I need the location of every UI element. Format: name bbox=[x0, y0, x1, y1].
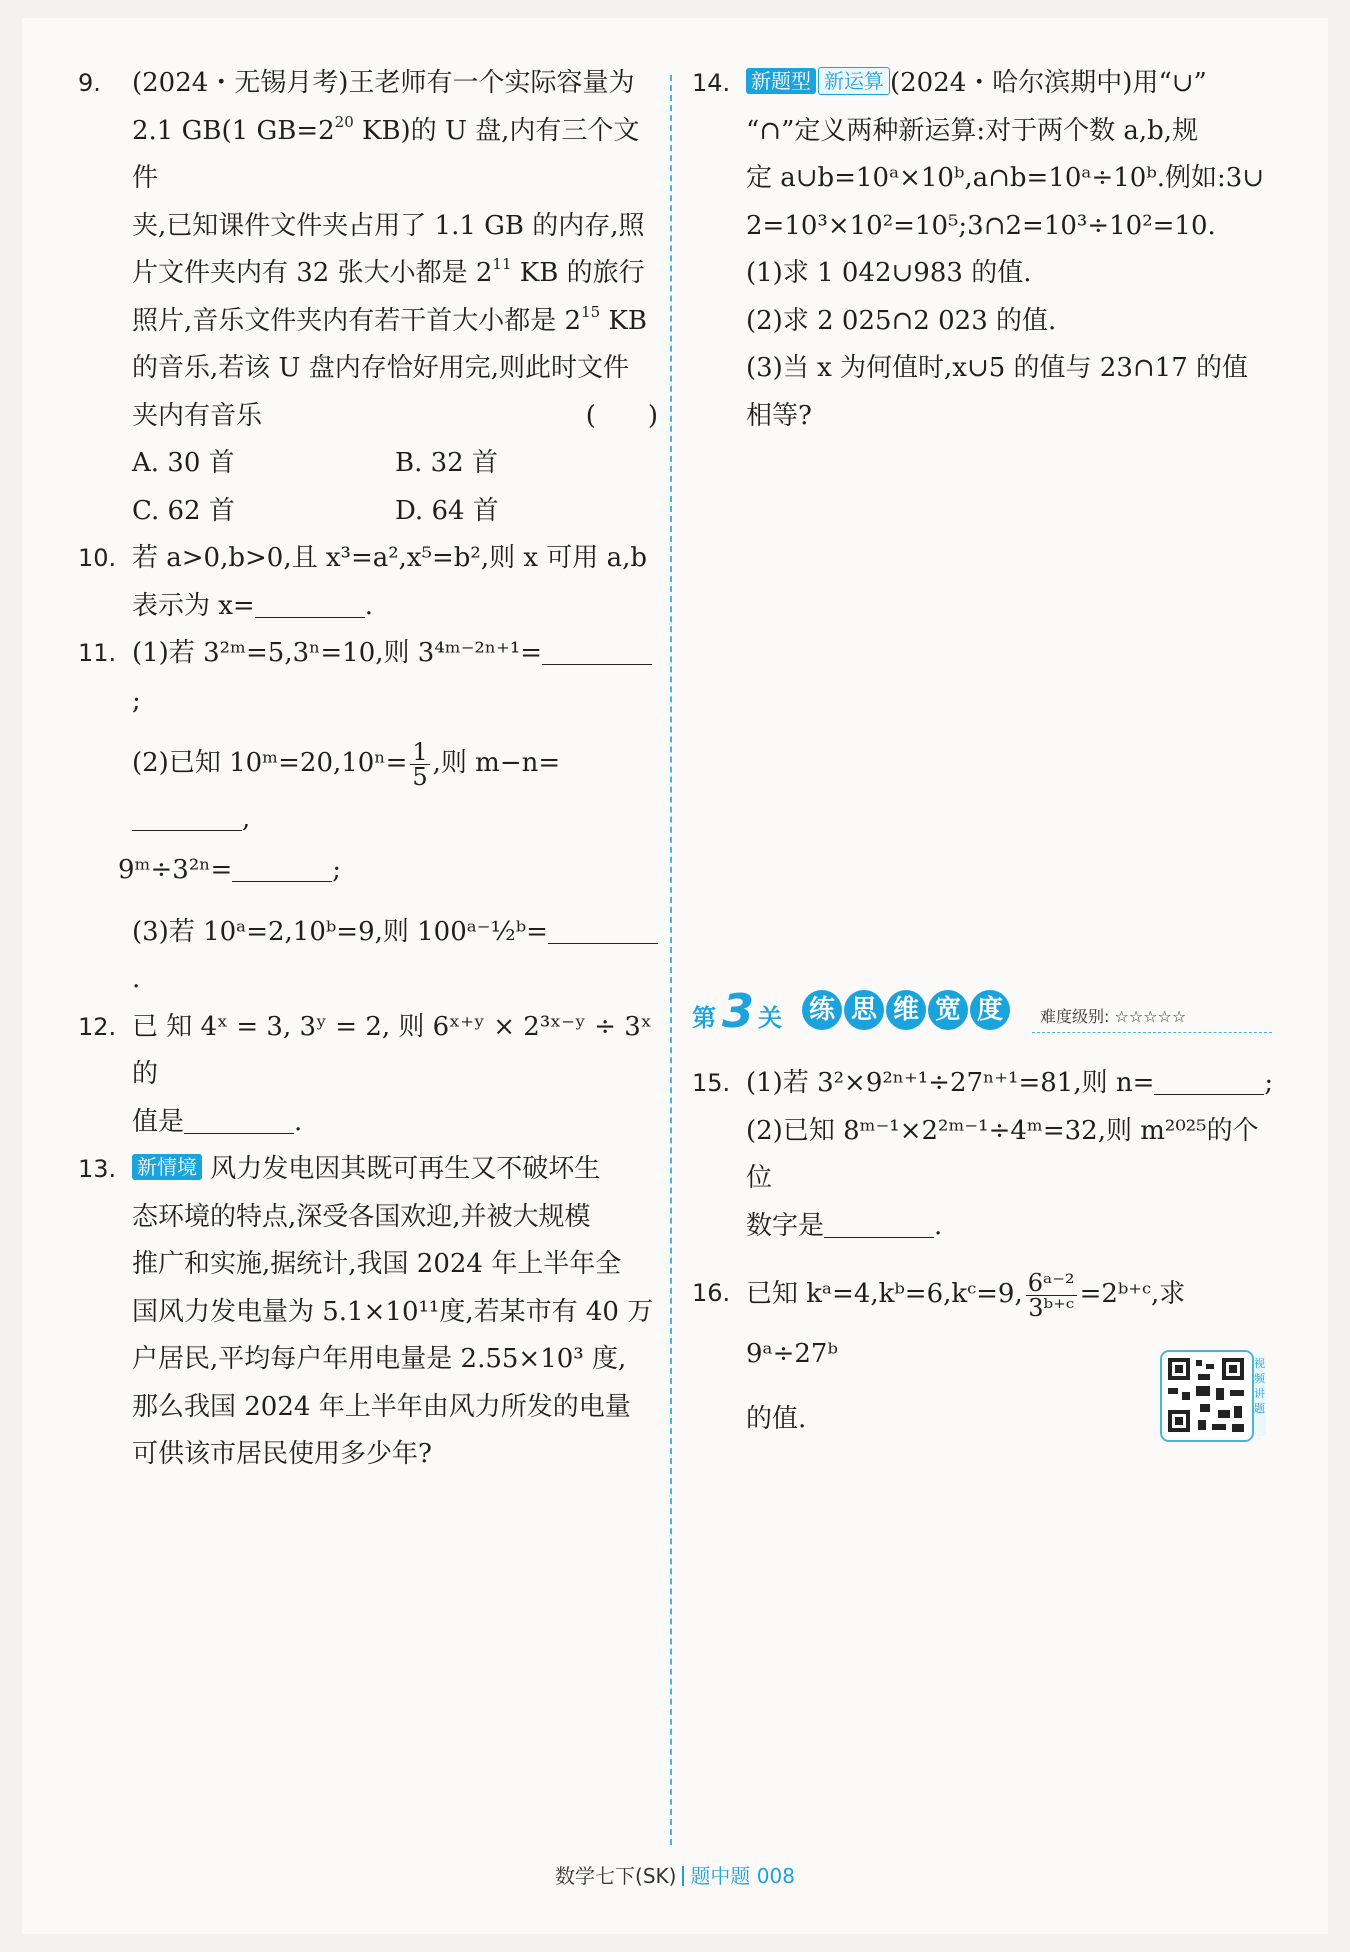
q15-part-2b: 数字是 . bbox=[746, 1203, 1282, 1251]
question-number: 9. bbox=[78, 69, 101, 97]
q9-line: (2024・无锡月考)王老师有一个实际容量为 bbox=[132, 68, 635, 98]
q14-part-2: (2)求 2 025∩2 023 的值. bbox=[746, 305, 1057, 336]
q10-line: 若 a>0,b>0,且 x³=a²,x⁵=b²,则 x 可用 a,b bbox=[132, 543, 647, 573]
q13-line: 推广和实施,据统计,我国 2024 年上半年全 bbox=[132, 1249, 622, 1279]
question-15 bbox=[692, 1060, 1282, 1250]
q12-line: 值是 . bbox=[132, 1099, 658, 1147]
question-number: 13. bbox=[78, 1155, 117, 1183]
level-title-char: 宽 bbox=[928, 990, 968, 1030]
question-10 bbox=[78, 535, 658, 630]
question-number: 11. bbox=[78, 639, 117, 667]
option-d: D. 64 首 bbox=[395, 495, 499, 526]
option-c: C. 62 首 bbox=[132, 495, 235, 526]
question-number: 14. bbox=[692, 69, 731, 97]
q9-line: 夹内有音乐 ( ) bbox=[132, 393, 658, 441]
q9-line: 照片,音乐文件夹内有若干首大小都是 $2^{15}$ KB bbox=[132, 302, 647, 336]
option-a: A. 30 首 bbox=[132, 448, 235, 478]
answer-blank bbox=[548, 913, 658, 944]
q13-line: 可供该市居民使用多少年? bbox=[132, 1439, 432, 1469]
answer-blank bbox=[1154, 1064, 1264, 1095]
footer-separator bbox=[682, 1866, 684, 1886]
q11-part-2: (2)已知 10ᵐ=20,10ⁿ= $\frac{1}{5}$ ,则 m−n=, bbox=[132, 737, 561, 834]
question-number: 10. bbox=[78, 544, 117, 572]
level-title-char: 度 bbox=[970, 990, 1010, 1030]
level-title-char: 思 bbox=[844, 990, 884, 1030]
q9-line: 2.1 GB(1 $GB=2^{20}$ KB)的 U 盘,内有三个文件 bbox=[132, 112, 640, 193]
options-row bbox=[132, 440, 658, 488]
banner-arrow bbox=[1032, 1032, 1272, 1033]
q10-line: 表示为 x= . bbox=[132, 583, 658, 631]
q13-line: 那么我国 2024 年上半年由风力所发的电量 bbox=[132, 1391, 631, 1422]
new-context-tag: 新情境 bbox=[132, 1154, 202, 1180]
left-column bbox=[78, 60, 658, 1479]
q16-line: 已知 kᵃ=4,kᵇ=6,kᶜ=9, $\frac{\text{6ᵃ⁻²}}{\text{3ᵇ⁺ᶜ}}$ =2ᵇ⁺ᶜ,求 9ᵃ÷27ᵇ bbox=[746, 1268, 1186, 1369]
answer-blank bbox=[255, 587, 365, 618]
level-title-char: 练 bbox=[802, 990, 842, 1030]
answer-blank bbox=[184, 1103, 294, 1134]
answer-blank bbox=[132, 800, 242, 831]
q16-line: 的值. bbox=[746, 1404, 807, 1434]
q13-line: 国风力发电量为 5.1×10¹¹度,若某市有 40 万 bbox=[132, 1296, 654, 1327]
q9-line: 的音乐,若该 U 盘内存恰好用完,则此时文件 bbox=[132, 353, 629, 383]
q15-part-2: (2)已知 8ᵐ⁻¹×2²ᵐ⁻¹÷4ᵐ=32,则 m²⁰²⁵的个位 bbox=[746, 1115, 1259, 1193]
question-12 bbox=[78, 1004, 658, 1147]
column-divider bbox=[670, 75, 672, 1845]
q11-part-3: (3)若 10ᵃ=2,10ᵇ=9,则 100ᵃ⁻½ᵇ=. bbox=[132, 909, 658, 1004]
level-suffix: 关 bbox=[758, 1004, 782, 1032]
level-banner bbox=[692, 984, 1272, 1046]
q14-line: 定 a∪b=10ᵃ×10ᵇ,a∩b=10ᵃ÷10ᵇ.例如:3∪ bbox=[746, 163, 1265, 193]
fraction: $\frac{1}{5}$ bbox=[412, 737, 428, 791]
q14-part-3b: 相等? bbox=[746, 400, 812, 431]
answer-blank bbox=[824, 1207, 934, 1238]
level-title-char: 维 bbox=[886, 990, 926, 1030]
question-13 bbox=[78, 1146, 658, 1479]
q13-line: 态环境的特点,深受各国欢迎,并被大规模 bbox=[132, 1201, 591, 1232]
question-14 bbox=[692, 60, 1282, 440]
new-type-tag: 新题型 bbox=[746, 68, 816, 94]
qr-code-icon bbox=[1160, 1350, 1268, 1442]
page-number: 008 bbox=[756, 1864, 795, 1888]
q14-line: 新题型 新运算 (2024・哈尔滨期中)用“∪” bbox=[746, 60, 1282, 108]
footer-subject: 数学七下(SK) bbox=[555, 1864, 677, 1888]
q11-part-2b: 9ᵐ÷3²ⁿ= ; bbox=[118, 847, 658, 895]
option-b: B. 32 首 bbox=[395, 448, 498, 478]
qr-code[interactable] bbox=[1160, 1350, 1268, 1442]
question-number: 12. bbox=[78, 1012, 117, 1041]
question-11 bbox=[78, 630, 658, 1004]
right-column bbox=[692, 60, 1282, 440]
level-title bbox=[802, 990, 1012, 1030]
q13-line: 新情境 风力发电因其既可再生又不破坏生 bbox=[132, 1146, 658, 1194]
q15-part-1: (1)若 3²×9²ⁿ⁺¹÷27ⁿ⁺¹=81,则 n= ; bbox=[746, 1060, 1282, 1108]
q14-part-1: (1)求 1 042∪983 的值. bbox=[746, 258, 1032, 288]
level-number: 3 bbox=[722, 984, 755, 1038]
answer-paren: ( ) bbox=[585, 400, 658, 431]
qr-label: 视频讲题 bbox=[1254, 1357, 1265, 1415]
q14-line: “∩”定义两种新运算:对于两个数 a,b,规 bbox=[746, 115, 1199, 146]
q14-line: 2=10³×10²=10⁵;3∩2=10³÷10²=10. bbox=[746, 210, 1216, 241]
footer-brand: 题中题 bbox=[690, 1864, 751, 1888]
options-row bbox=[132, 488, 658, 536]
q9-line: 夹,已知课件文件夹占用了 1.1 GB 的内存,照 bbox=[132, 210, 645, 241]
fraction: $\frac{\text{6ᵃ⁻²}}{\text{3ᵇ⁺ᶜ}}$ bbox=[1027, 1268, 1075, 1322]
q12-line: 已 知 4ˣ = 3, 3ʸ = 2, 则 6ˣ⁺ʸ × 2³ˣ⁻ʸ ÷ 3ˣ 的 bbox=[132, 1011, 652, 1089]
new-operation-tag: 新运算 bbox=[818, 67, 890, 95]
level-prefix: 第 bbox=[692, 1004, 716, 1032]
q9-line: 片文件夹内有 32 张大小都是 $2^{11}$ KB 的旅行 bbox=[132, 255, 645, 288]
question-number: 16. bbox=[692, 1279, 731, 1307]
question-9 bbox=[78, 60, 658, 535]
q14-part-3: (3)当 x 为何值时,x∪5 的值与 23∩17 的值 bbox=[746, 353, 1249, 383]
page-footer bbox=[0, 1860, 1350, 1889]
difficulty-rating: 难度级别: ☆☆☆☆☆ bbox=[1040, 1007, 1187, 1026]
q11-part-1: (1)若 3²ᵐ=5,3ⁿ=10,则 3⁴ᵐ⁻²ⁿ⁺¹=; bbox=[132, 630, 658, 725]
answer-blank bbox=[232, 851, 332, 882]
question-number: 15. bbox=[692, 1069, 731, 1097]
q13-line: 户居民,平均每户年用电量是 2.55×10³ 度, bbox=[132, 1344, 627, 1374]
answer-blank bbox=[542, 634, 652, 665]
